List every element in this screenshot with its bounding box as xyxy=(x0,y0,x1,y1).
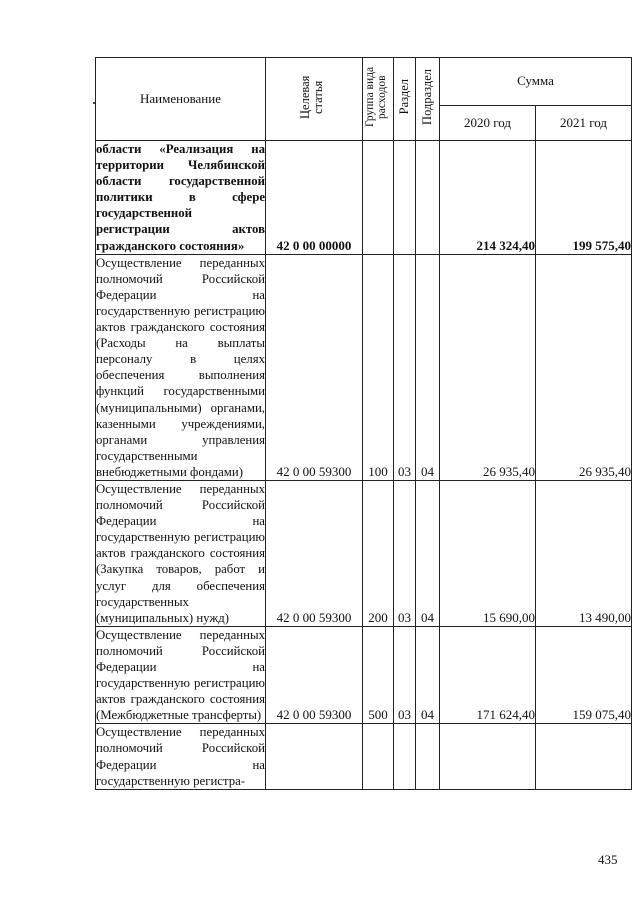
row-section: 03 xyxy=(394,626,416,724)
row-section: 03 xyxy=(394,480,416,626)
row-group: 200 xyxy=(363,480,394,626)
row-section xyxy=(394,724,416,789)
row-sum-2021: 199 575,40 xyxy=(536,141,632,255)
row-sum-2021: 26 935,40 xyxy=(536,254,632,480)
row-name-cell xyxy=(96,724,266,789)
header-expense-group-cell xyxy=(363,58,394,141)
row-target: 42 0 00 00000 xyxy=(266,141,363,255)
row-sum-2021: 159 075,40 xyxy=(536,626,632,724)
header-subsection-cell xyxy=(416,58,440,141)
row-name: Осуществление переданных полномочий Российской Федерации на государственную регистра- xyxy=(96,725,265,788)
row-name-cell xyxy=(96,141,266,255)
row-name-cell xyxy=(96,254,266,480)
row-sum-2020: 171 624,40 xyxy=(440,626,536,724)
row-section xyxy=(394,141,416,255)
header-target-article-cell xyxy=(266,58,363,141)
row-target: 42 0 00 59300 xyxy=(266,254,363,480)
row-sum-2021 xyxy=(536,724,632,789)
header-year-2021: 2021 год xyxy=(536,105,632,140)
row-target: 42 0 00 59300 xyxy=(266,480,363,626)
row-name-cell xyxy=(96,626,266,724)
table-row xyxy=(96,480,632,626)
header-subsection: Подраздел xyxy=(420,69,434,125)
header-section: Раздел xyxy=(397,79,411,115)
row-group xyxy=(363,724,394,789)
row-subsection: 04 xyxy=(416,626,440,724)
header-row xyxy=(96,58,632,106)
row-group: 100 xyxy=(363,254,394,480)
row-name-cell xyxy=(96,480,266,626)
table-row xyxy=(96,724,632,789)
row-subsection: 04 xyxy=(416,254,440,480)
budget-table xyxy=(95,57,632,790)
row-subsection xyxy=(416,724,440,789)
row-subsection: 04 xyxy=(416,480,440,626)
header-expense-group: Группа вида расходов xyxy=(364,66,388,128)
row-name: Осуществление переданных полномочий Российской Федерации на государственную регистрацию актов гражданского состояния (Межбюджетные трансферты) xyxy=(96,627,265,723)
header-sum: Сумма xyxy=(440,58,632,106)
row-name: Осуществление переданных полномочий Российской Федерации на государственную регистрацию актов гражданского состояния (Закупка товаров, работ и услуг для обеспечения государственных (муниципальных) нужд) xyxy=(96,481,265,625)
row-section: 03 xyxy=(394,254,416,480)
header-section-cell xyxy=(394,58,416,141)
row-sum-2020: 26 935,40 xyxy=(440,254,536,480)
row-target xyxy=(266,724,363,789)
table-row xyxy=(96,254,632,480)
header-name: Наименование xyxy=(96,58,266,141)
table-row xyxy=(96,626,632,724)
row-subsection xyxy=(416,141,440,255)
row-sum-2020: 15 690,00 xyxy=(440,480,536,626)
header-year-2020: 2020 год xyxy=(440,105,536,140)
row-target: 42 0 00 59300 xyxy=(266,626,363,724)
row-name: Осуществление переданных полномочий Российской Федерации на государственную регистрацию актов гражданского состояния (Расходы на выплаты персоналу в целях обеспечения выполнения функций государственными (муниципальными) органами, казенными учреждениями, органами управления государственными внебюджетными фондами) xyxy=(96,255,265,479)
header-target-article: Целевая статья xyxy=(298,75,325,119)
page-number: 435 xyxy=(598,852,618,867)
row-group xyxy=(363,141,394,255)
row-group: 500 xyxy=(363,626,394,724)
table-row xyxy=(96,141,632,255)
row-name: области «Реализация на территории Челябинской области государственной политики в сфере государственной регистрации актов гражданского состояния» xyxy=(96,142,265,253)
row-sum-2020: 214 324,40 xyxy=(440,141,536,255)
row-sum-2020 xyxy=(440,724,536,789)
row-sum-2021: 13 490,00 xyxy=(536,480,632,626)
